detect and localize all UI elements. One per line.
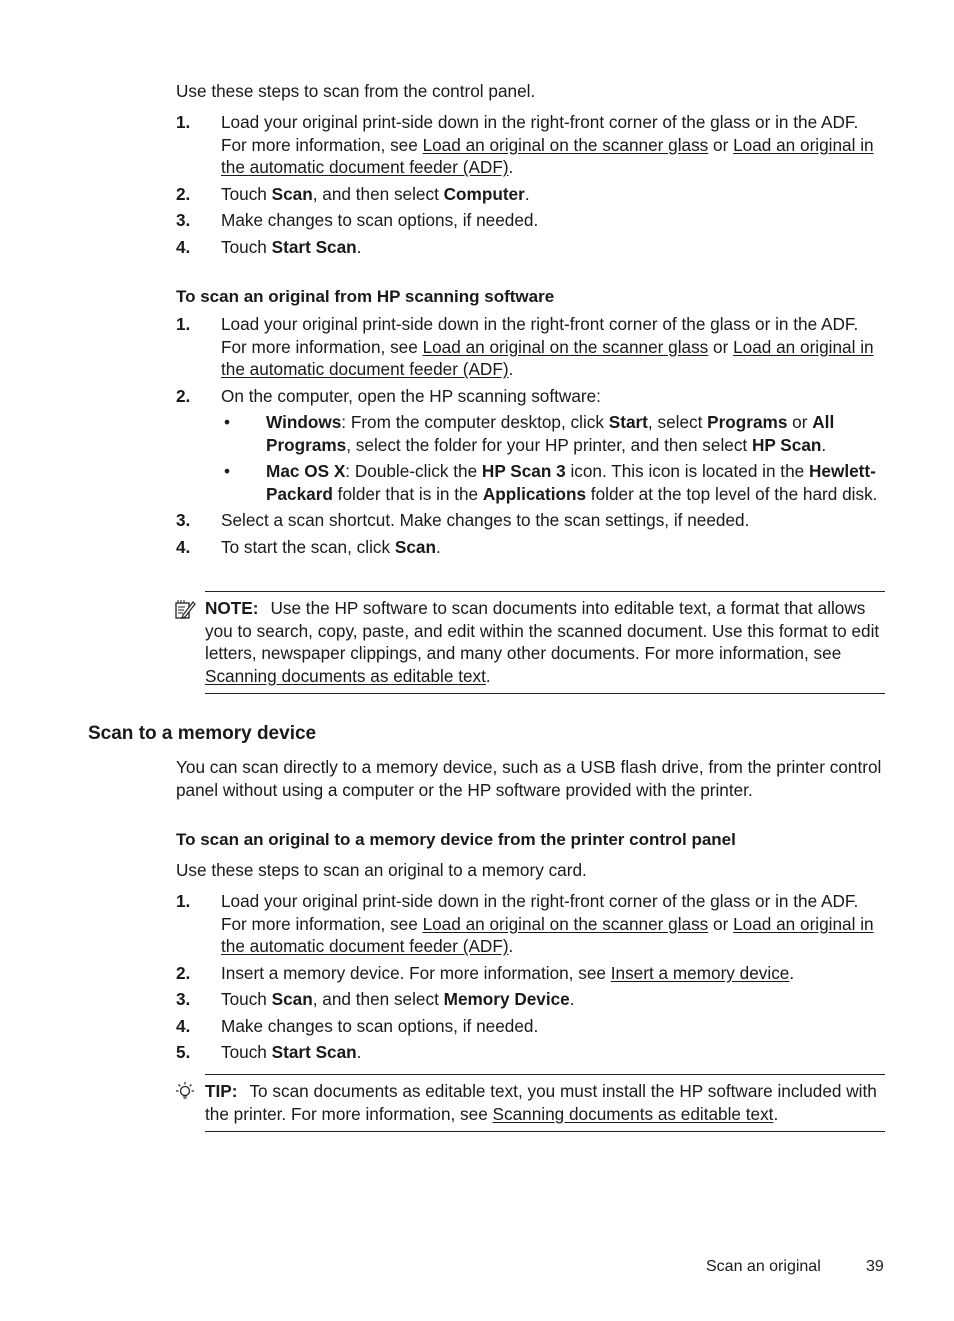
list-item: 3. Touch Scan, and then select Memory Device. <box>176 989 575 1009</box>
step-number: 4. <box>176 236 191 257</box>
step-number: 2. <box>176 183 191 204</box>
link-load-original-adf[interactable]: Load an original in the automatic document feeder (ADF) <box>221 913 874 956</box>
footer-section-title: Scan an original <box>706 1258 821 1275</box>
step-number: 5. <box>176 1042 191 1062</box>
list-item: 3. Select a scan shortcut. Make changes to the scan settings, if needed. <box>176 510 750 530</box>
step-number: 4. <box>176 536 191 557</box>
bullet-icon: • <box>224 461 231 481</box>
step-number: 2. <box>176 962 191 983</box>
step-number: 3. <box>176 989 191 1009</box>
step-number: 3. <box>176 510 191 530</box>
os-bullets <box>221 411 886 505</box>
link-load-original-glass[interactable]: Load an original on the scanner glass <box>422 913 709 934</box>
list-item: 2. Touch Scan, and then select Computer. <box>176 183 530 204</box>
list-item: 5. Touch Start Scan. <box>176 1042 362 1062</box>
link-load-original-glass[interactable]: Load an original on the scanner glass <box>422 336 709 357</box>
list-item: 3. Make changes to scan options, if needed. <box>176 210 539 230</box>
list-item: 4. Touch Start Scan. <box>176 236 362 257</box>
memory-device-intro: Use these steps to scan an original to a memory card. <box>176 860 587 880</box>
list-item: 4. To start the scan, click Scan. <box>176 536 441 557</box>
note-icon <box>174 598 196 620</box>
link-load-original-glass[interactable]: Load an original on the scanner glass <box>422 134 709 155</box>
note-text: Use the HP software to scan documents into editable text, a format that allows you to search, copy, paste, and edit within the scanned document. Use this format to edit letters, newspaper clippings, and many other documents. For more information, see <box>205 598 880 663</box>
control-panel-steps <box>176 111 886 262</box>
link-scanning-editable-text[interactable]: Scanning documents as editable text <box>492 1103 774 1124</box>
list-item: 1. Load your original print-side down in the right-front corner of the glass or in the ADF. For more information, see Load an original on the scanner glass or Load an original in the automatic document feeder (ADF). <box>176 112 874 177</box>
bullet-mac: • Mac OS X: Double-click the HP Scan 3 icon. This icon is located in the Hewlett-Packard folder that is in the Applications folder at the top level of the hard disk. <box>224 461 878 504</box>
link-load-original-adf[interactable]: Load an original in the automatic document feeder (ADF) <box>221 336 874 379</box>
step-number: 3. <box>176 210 191 230</box>
bullet-icon: • <box>224 412 231 432</box>
note-label: NOTE: <box>205 598 259 618</box>
list-item: 2. On the computer, open the HP scanning software: • Windows: From the computer desktop, click Start, select Programs or All Programs, select the folder for your HP printer, and then select HP Scan. • Mac OS X: Double-click the HP Scan 3 icon. This icon is located in the Hewlett-Packard folder that is in the Applications folder at the top level of the hard disk. <box>176 385 886 506</box>
intro-text: Use these steps to scan from the control panel. <box>176 81 536 101</box>
list-item: 1. Load your original print-side down in the right-front corner of the glass or in the ADF. For more information, see Load an original on the scanner glass or Load an original in the automatic document feeder (ADF). <box>176 891 874 956</box>
step-number: 2. <box>176 385 191 406</box>
hp-software-steps <box>176 313 886 562</box>
section-intro: You can scan directly to a memory device, such as a USB flash drive, from the printer control panel without using a computer or the HP software provided with the printer. <box>176 757 882 800</box>
memory-device-heading: To scan an original to a memory device from the printer control panel <box>176 830 736 849</box>
page-number: 39 <box>866 1258 884 1275</box>
link-load-original-adf[interactable]: Load an original in the automatic document feeder (ADF) <box>221 134 874 177</box>
step-number: 1. <box>176 112 191 132</box>
tip-callout: TIP: To scan documents as editable text, you must install the HP software included with the printer. For more information, see Scanning documents as editable text. <box>205 1074 885 1132</box>
list-item: 4. Make changes to scan options, if needed. <box>176 1015 539 1036</box>
tip-text: To scan documents as editable text, you must install the HP software included with the printer. For more information, see <box>205 1081 877 1124</box>
link-insert-memory-device[interactable]: Insert a memory device <box>610 962 790 983</box>
step-number: 1. <box>176 314 191 334</box>
step-number: 4. <box>176 1015 191 1036</box>
list-item: 1. Load your original print-side down in the right-front corner of the glass or in the ADF. For more information, see Load an original on the scanner glass or Load an original in the automatic document feeder (ADF). <box>176 314 874 379</box>
hp-software-heading: To scan an original from HP scanning software <box>176 287 555 306</box>
lightbulb-icon <box>174 1081 196 1103</box>
list-item: 2. Insert a memory device. For more information, see Insert a memory device. <box>176 962 795 983</box>
tip-label: TIP: <box>205 1081 238 1101</box>
section-title: Scan to a memory device <box>88 723 317 744</box>
step-number: 1. <box>176 891 191 911</box>
memory-device-steps <box>176 890 886 1068</box>
link-scanning-editable-text[interactable]: Scanning documents as editable text <box>205 665 486 686</box>
bullet-windows: • Windows: From the computer desktop, click Start, select Programs or All Programs, select the folder for your HP printer, and then select HP Scan. <box>224 412 835 455</box>
note-callout: NOTE: Use the HP software to scan documents into editable text, a format that allows you to search, copy, paste, and edit within the scanned document. Use this format to edit letters, newspaper clippings, and many other documents. For more information, see Scanning documents as editable text. <box>205 591 885 694</box>
